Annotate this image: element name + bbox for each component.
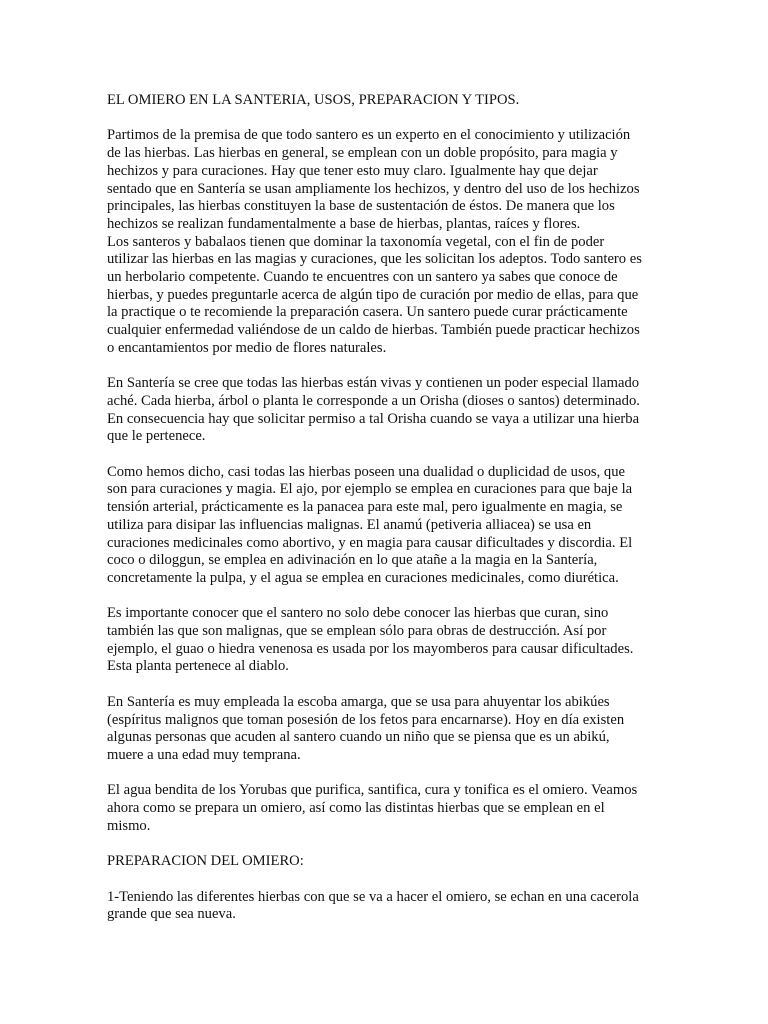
text-line: PREPARACION DEL OMIERO: <box>107 853 304 870</box>
text-line: principales, las hierbas constituyen la base de sustentación de éstos. De manera que los <box>107 198 615 215</box>
text-line: o encantamientos por medio de flores naturales. <box>107 339 387 356</box>
text-line: El agua bendita de los Yorubas que purifica, santifica, cura y tonifica es el omiero. Veamos <box>107 782 638 799</box>
text-line: grande que sea nueva. <box>107 906 236 923</box>
text-line: mismo. <box>107 817 151 834</box>
text-line: cualquier enfermedad valiéndose de un caldo de hierbas. También puede practicar hechizos <box>107 322 640 339</box>
paragraph <box>107 375 667 446</box>
text-line: (espíritus malignos que toman posesión de los fetos para encarnarse). Hoy en día existen <box>107 711 625 728</box>
text-line: que le pertenece. <box>107 428 206 445</box>
text-line: En Santería es muy empleada la escoba amarga, que se usa para ahuyentar los abikúes <box>107 693 610 710</box>
paragraph-list <box>107 127 667 924</box>
title-line: EL OMIERO EN LA SANTERIA, USOS, PREPARACION Y TIPOS. <box>107 92 520 108</box>
text-line: Es importante conocer que el santero no solo debe conocer las hierbas que curan, sino <box>107 605 609 622</box>
text-line: coco o diloggun, se emplea en adivinación en lo que atañe a la magia en la Santería, <box>107 552 598 569</box>
text-line: Partimos de la premisa de que todo santero es un experto en el conocimiento y utilización <box>107 127 631 144</box>
document-body <box>107 92 667 942</box>
text-line: ejemplo, el guao o hiedra venenosa es usada por los mayomberos para causar dificultades. <box>107 640 634 657</box>
text-line: la practique o te recomiende la preparación casera. Un santero puede curar prácticamente <box>107 304 628 321</box>
text-line: hechizos se realizan fundamentalmente a base de hierbas, plantas, raíces y flores. <box>107 215 581 232</box>
text-line: utiliza para disipar las influencias malignas. El anamú (petiveria alliacea) se usa en <box>107 516 592 533</box>
text-line: un herbolario competente. Cuando te encuentres con un santero ya sabes que conoce de <box>107 269 618 286</box>
paragraph <box>107 464 667 588</box>
paragraph <box>107 889 667 924</box>
text-line: Esta planta pertenece al diablo. <box>107 658 289 675</box>
paragraph <box>107 127 667 357</box>
text-line: sentado que en Santería se usan ampliamente los hechizos, y dentro del uso de los hechizos <box>107 180 640 197</box>
paragraph <box>107 605 667 676</box>
text-line: hierbas, y puedes preguntarle acerca de algún tipo de curación por medio de ellas, para que <box>107 286 639 303</box>
text-line: de las hierbas. Las hierbas en general, se emplean con un doble propósito, para magia y <box>107 145 618 162</box>
document-title <box>107 92 667 110</box>
text-line: ahora como se prepara un omiero, así como las distintas hierbas que se emplean en el <box>107 800 605 817</box>
text-line: En Santería se cree que todas las hierbas están vivas y contienen un poder especial llamado <box>107 375 640 392</box>
text-line: concretamente la pulpa, y el agua se emplea en curaciones medicinales, como diurética. <box>107 569 619 586</box>
text-line: hechizos y para curaciones. Hay que tener esto muy claro. Igualmente hay que dejar <box>107 162 598 179</box>
text-line: En consecuencia hay que solicitar permiso a tal Orisha cuando se vaya a utilizar una hierba <box>107 410 640 427</box>
text-line: son para curaciones y magia. El ajo, por ejemplo se emplea en curaciones para que baje la <box>107 481 633 498</box>
text-line: curaciones medicinales como abortivo, y en magia para causar dificultades y discordia. El <box>107 534 633 551</box>
text-line: también las que son malignas, que se emplean sólo para obras de destrucción. Así por <box>107 623 607 640</box>
paragraph <box>107 782 667 835</box>
paragraph <box>107 694 667 765</box>
text-line: aché. Cada hierba, árbol o planta le corresponde a un Orisha (dioses o santos) determinado. <box>107 392 640 409</box>
text-line: 1-Teniendo las diferentes hierbas con que se va a hacer el omiero, se echan en una cacerola <box>107 888 639 905</box>
text-line: utilizar las hierbas en las magias y curaciones, que les solicitan los adeptos. Todo santero es <box>107 251 642 268</box>
text-line: Los santeros y babalaos tienen que dominar la taxonomía vegetal, con el fin de poder <box>107 233 605 250</box>
text-line: muere a una edad muy temprana. <box>107 746 301 763</box>
text-line: algunas personas que acuden al santero cuando un niño que se piensa que es un abikú, <box>107 729 610 746</box>
paragraph <box>107 853 667 871</box>
text-line: tensión arterial, prácticamente es la panacea para este mal, pero igualmente en magia, se <box>107 499 623 516</box>
text-line: Como hemos dicho, casi todas las hierbas poseen una dualidad o duplicidad de usos, que <box>107 463 625 480</box>
